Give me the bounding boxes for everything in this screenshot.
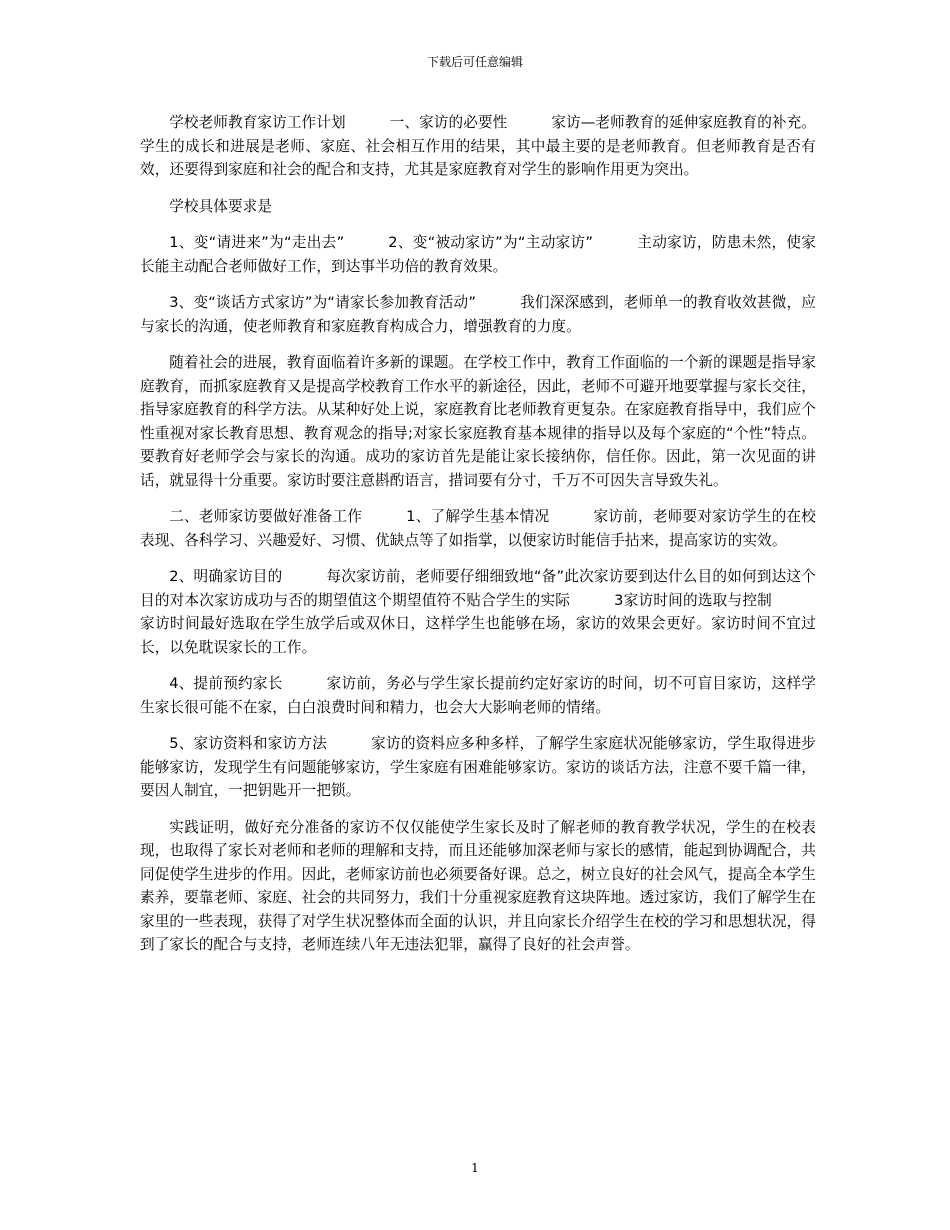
paragraph-purpose	[140, 565, 816, 659]
paragraph-text: 每次家访前，老师要仔细细致地“备”此次家访要到达什么目的如何到达这个目的对本次家访成功与否的期望值这个期望值符不贴合学生的实际	[140, 568, 816, 609]
page-header: 下载后可任意编辑	[426, 55, 523, 69]
paragraph-text: 我们深深感到，老师单一的教育收效甚微，应与家长的沟通，使老师教育和家庭教育构成合力，增强教育的力度。	[140, 294, 816, 335]
list-item-label: 4、提前预约家长	[169, 675, 283, 692]
paragraph-text: 家访前，务必与学生家长提前约定好家访的时间，切不可盲目家访，这样学生家长很可能不在家，白白浪费时间和精力，也会大大影响老师的情绪。	[140, 675, 816, 716]
document-title: 学校老师教育家访工作计划	[169, 114, 346, 131]
paragraph-text: 家访的资料应多种多样，了解学生家庭状况能够家访，学生取得进步能够家访，发现学生有问题能够家访，学生家庭有困难能够家访。家访的谈话方法，注意不要千篇一律，要因人制宜，一把钥匙开一把锁。	[140, 735, 816, 799]
paragraph-appointment	[140, 672, 816, 719]
list-item-label: 5、家访资料和家访方法	[169, 735, 328, 752]
list-item-label: 2、明确家访目的	[169, 568, 283, 585]
document-body	[140, 111, 816, 970]
paragraph-text: 学校具体要求是	[169, 197, 273, 215]
paragraph-methods	[140, 732, 816, 803]
section-heading: 一、家访的必要性	[389, 114, 508, 131]
list-item-label: 3家访时间的选取与控制	[614, 591, 773, 609]
paragraph-text: 家访—老师教育的延伸家庭教育的补充。学生的成长和进展是老师、家庭、社会相互作用的结果，其中最主要的是老师教育。但老师教育是否有效，还要得到家庭和社会的配合和支持，尤其是家庭教育对学生的影响作用更为突出。	[140, 114, 816, 178]
paragraph-text: 主动家访，防患未然，使家长能主动配合老师做好工作，到达事半功倍的教育效果。	[140, 234, 816, 275]
list-item-label: 1、了解学生基本情况	[406, 508, 550, 525]
paragraph-requirements	[140, 195, 816, 219]
paragraph-intro	[140, 111, 816, 182]
paragraph-text: 随着社会的进展，教育面临着许多新的课题。在学校工作中，教育工作面临的一个新的课题是指导家庭教育，而抓家庭教育又是提高学校教育工作水平的新途径，因此，老师不可避开地要掌握与家长交往，指导家庭教育的科学方法。从某种好处上说，家庭教育比老师教育更复杂。在家庭教育指导中，我们应个性重视对家长教育思想、教育观念的指导;对家长家庭教育基本规律的指导以及每个家庭的“个性”特点。要教育好老师学会与家长的沟通。成功的家访首先是能让家长接纳你，信任你。因此，第一次见面的讲话，就显得十分重要。家访时要注意斟酌语言，措词要有分寸，千万不可因失言导致失礼。	[140, 354, 816, 489]
paragraph-development	[140, 351, 816, 492]
paragraph-preparation	[140, 505, 816, 552]
paragraph-text: 家访时间最好选取在学生放学后或双休日，这样学生也能够在场，家访的效果会更好。家访时间不宜过长，以免耽误家长的工作。	[140, 615, 816, 656]
list-item-label: 2、变“被动家访”为“主动家访”	[388, 234, 594, 251]
paragraph-item-1-2	[140, 231, 816, 278]
paragraph-conclusion	[140, 816, 816, 957]
paragraph-text: 家访前，老师要对家访学生的在校表现、各科学习、兴趣爱好、习惯、优缺点等了如指掌，以便家访时能信手拈来，提高家访的实效。	[140, 508, 816, 549]
list-item-label: 1、变“请进来”为“走出去”	[169, 234, 345, 251]
list-item-label: 3、变“谈话方式家访”为“请家长参加教育活动”	[169, 294, 477, 311]
page-number: 1	[471, 1161, 479, 1175]
section-heading: 二、老师家访要做好准备工作	[169, 508, 363, 525]
paragraph-text: 实践证明，做好充分准备的家访不仅仅能使学生家长及时了解老师的教育教学状况，学生的在校表现，也取得了家长对老师和老师的理解和支持，而且还能够加深老师与家长的感情，能起到协调配合，共同促使学生进步的作用。因此，老师家访前也必须要备好课。总之，树立良好的社会风气，提高全本学生素养，要靠老师、家庭、社会的共同努力，我们十分重视家庭教育这块阵地。透过家访，我们了解学生在家里的一些表现，获得了对学生状况整体而全面的认识，并且向家长介绍学生在校的学习和思想状况，得到了家长的配合与支持，老师连续八年无违法犯罪，赢得了良好的社会声誉。	[140, 818, 816, 953]
paragraph-item-3	[140, 291, 816, 338]
